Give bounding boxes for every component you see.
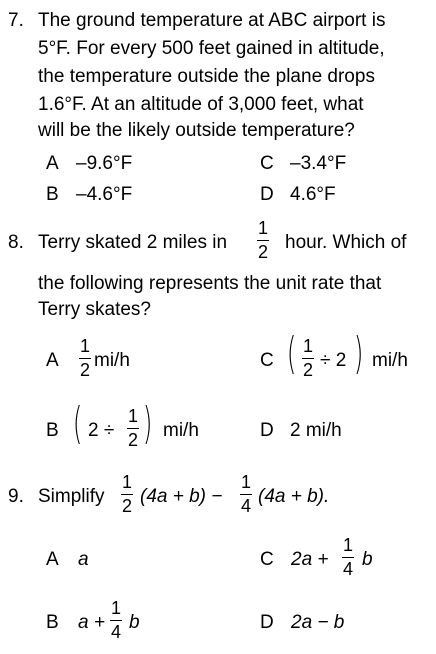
- fraction-denominator: 4: [343, 559, 354, 579]
- fraction-numerator: 1: [122, 472, 133, 492]
- question-7-line-1: The ground temperature at ABC airport is: [38, 10, 386, 31]
- fraction-numerator: 1: [303, 336, 314, 356]
- q9-option-b-suffix: b: [129, 612, 140, 633]
- q9-option-d-text: 2a − b: [291, 612, 345, 633]
- q8-option-a-letter: A: [46, 350, 59, 371]
- q7-option-a-letter: A: [46, 153, 59, 174]
- q9-option-a-letter: A: [46, 549, 59, 570]
- fraction-bar: [240, 494, 252, 495]
- fraction-numerator: 1: [80, 336, 91, 356]
- fraction-denominator: 2: [122, 496, 133, 516]
- q8-option-a-unit: mi/h: [94, 350, 130, 371]
- question-9-prefix: Simplify: [38, 486, 105, 507]
- q8-option-c-fraction: [302, 336, 314, 380]
- q9-option-c-letter: C: [260, 549, 274, 570]
- fraction-numerator: 1: [128, 406, 139, 426]
- q9-option-b-letter: B: [46, 612, 59, 633]
- q8-option-b-letter: B: [46, 420, 59, 441]
- fraction-bar: [342, 557, 354, 558]
- question-8-line-1-pre: Terry skated 2 miles in: [38, 232, 228, 253]
- question-7-line-2: 5°F. For every 500 feet gained in altitude,: [38, 38, 385, 59]
- fraction-bar: [79, 358, 91, 359]
- q8-option-a-fraction: [79, 336, 91, 380]
- q8-option-c-unit: mi/h: [372, 350, 408, 371]
- q9-option-b-fraction: [110, 598, 122, 642]
- q7-option-b-letter: B: [46, 184, 59, 205]
- q7-option-b-text: –4.6°F: [76, 184, 133, 205]
- q9-option-c-fraction: [342, 535, 354, 579]
- fraction-denominator: 2: [128, 430, 139, 450]
- q9-option-d-letter: D: [260, 612, 274, 633]
- q7-option-c-letter: C: [260, 153, 274, 174]
- question-8-line-1-post: hour. Which of: [285, 232, 407, 253]
- fraction-denominator: 2: [80, 360, 91, 380]
- fraction-bar: [121, 494, 133, 495]
- right-parenthesis: ): [353, 328, 364, 379]
- question-8-line-2: the following represents the unit rate that: [38, 273, 382, 294]
- question-9-expression-1: (4a + b) −: [140, 486, 223, 507]
- fraction-numerator: 1: [343, 535, 354, 555]
- question-8-line-3: Terry skates?: [38, 299, 151, 320]
- question-7-line-3: the temperature outside the plane drops: [38, 66, 375, 87]
- question-9-fraction-1: [121, 472, 133, 516]
- q9-option-c-prefix: 2a +: [291, 549, 329, 570]
- fraction-denominator: 4: [241, 496, 252, 516]
- question-9-expression-2: (4a + b).: [258, 486, 330, 507]
- q8-option-b-fraction: [127, 406, 139, 450]
- question-7-line-4: 1.6°F. At an altitude of 3,000 feet, what: [38, 94, 364, 115]
- fraction-bar: [110, 620, 122, 621]
- fraction-denominator: 4: [111, 622, 122, 642]
- q9-option-a-text: a: [78, 549, 89, 570]
- question-8-number: 8.: [8, 232, 24, 253]
- fraction-bar: [302, 358, 314, 359]
- left-parenthesis: (: [286, 328, 297, 379]
- q8-option-c-operation: ÷ 2: [320, 350, 347, 371]
- q7-option-c-text: –3.4°F: [290, 153, 347, 174]
- fraction-numerator: 1: [111, 598, 122, 618]
- q9-option-b-prefix: a +: [78, 612, 105, 633]
- left-parenthesis: (: [72, 398, 83, 449]
- q8-option-d-text: 2 mi/h: [290, 420, 342, 441]
- fraction-denominator: 2: [303, 360, 314, 380]
- fraction-bar: [257, 240, 269, 241]
- question-9-fraction-2: [240, 472, 252, 516]
- question-8-fraction: [257, 218, 269, 262]
- q9-option-c-suffix: b: [362, 549, 373, 570]
- q7-option-d-letter: D: [260, 184, 274, 205]
- q8-option-b-unit: mi/h: [163, 420, 199, 441]
- right-parenthesis: ): [142, 398, 153, 449]
- question-9-number: 9.: [8, 486, 24, 507]
- q8-option-d-letter: D: [260, 420, 274, 441]
- fraction-denominator: 2: [258, 242, 269, 262]
- q7-option-d-text: 4.6°F: [290, 184, 336, 205]
- fraction-bar: [127, 428, 139, 429]
- question-7-line-5: will be the likely outside temperature?: [38, 120, 355, 141]
- q7-option-a-text: –9.6°F: [76, 153, 133, 174]
- fraction-numerator: 1: [258, 218, 269, 238]
- question-7-number: 7.: [8, 10, 24, 31]
- fraction-numerator: 1: [241, 472, 252, 492]
- q8-option-b-operation: 2 ÷: [88, 420, 115, 441]
- q8-option-c-letter: C: [260, 350, 274, 371]
